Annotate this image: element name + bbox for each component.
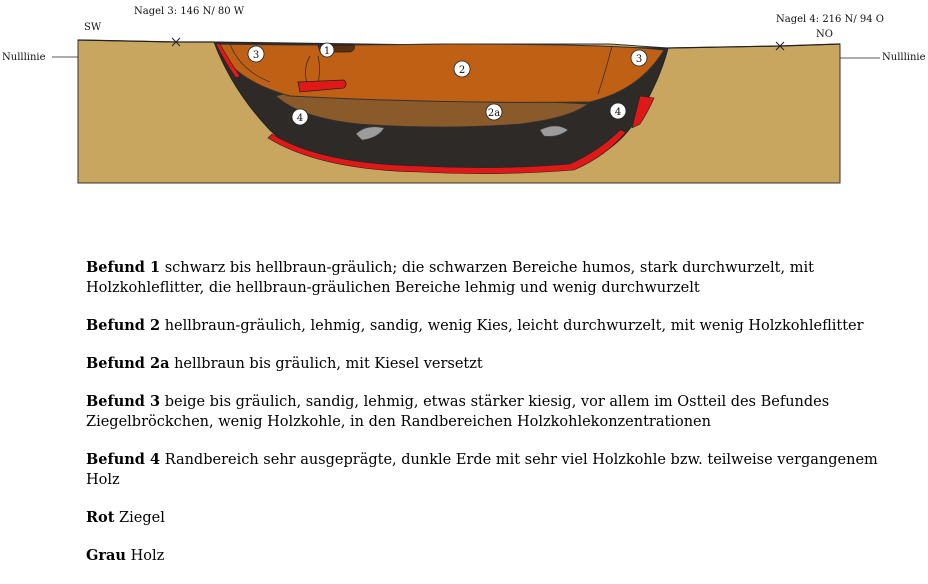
svg-text:4: 4 [614, 107, 622, 118]
legend-rot: Rot Ziegel [86, 509, 165, 526]
svg-text:1: 1 [323, 46, 331, 57]
label-3-left [248, 46, 264, 62]
svg-text:2a: 2a [487, 108, 501, 119]
label-4-left [292, 109, 308, 125]
nail-4-label: Nagel 4: 216 N/ 94 O [776, 14, 884, 25]
legend-befund-3: Befund 3 beige bis gräulich, sandig, lehmig, etwas stärker kiesig, vor allem im Ostteil des Befundes Ziegelbröckchen, wenig Holzkohle, in den Randbereichen Holzkohlekonzentrationen [86, 393, 830, 430]
svg-text:3: 3 [252, 50, 260, 61]
legend [86, 258, 886, 584]
legend-befund-2a: Befund 2a hellbraun bis gräulich, mit Kiesel versetzt [86, 355, 483, 372]
nullline-right-label: Nulllinie [882, 52, 926, 63]
legend-befund-4: Befund 4 Randbereich sehr ausgeprägte, dunkle Erde mit sehr viel Holzkohle bzw. teilweise vergangenem Holz [86, 451, 878, 488]
layer-2-fill [216, 44, 664, 102]
legend-befund-2: Befund 2 hellbraun-gräulich, lehmig, sandig, wenig Kies, leicht durchwurzelt, mit wenig Holzkohleflitter [86, 317, 864, 334]
svg-text:2: 2 [458, 65, 466, 76]
svg-text:3: 3 [635, 54, 643, 65]
direction-sw: SW [84, 22, 102, 33]
label-2 [454, 61, 470, 77]
label-3-right [631, 50, 647, 66]
label-4-right [610, 103, 626, 119]
label-1 [320, 43, 334, 57]
nail-3-label: Nagel 3: 146 N/ 80 W [134, 6, 245, 17]
label-2a [486, 104, 502, 120]
svg-text:4: 4 [296, 113, 304, 124]
nullline-left-label: Nulllinie [2, 52, 46, 63]
direction-no: NO [816, 29, 833, 40]
legend-grau: Grau Holz [86, 547, 165, 564]
profile-drawing [0, 0, 928, 200]
legend-befund-1: Befund 1 schwarz bis hellbraun-gräulich; die schwarzen Bereiche humos, stark durchwurzelt, mit Holzkohleflitter, die hellbraun-gräulichen Bereiche lehmig und wenig durchwurzelt [86, 259, 814, 296]
